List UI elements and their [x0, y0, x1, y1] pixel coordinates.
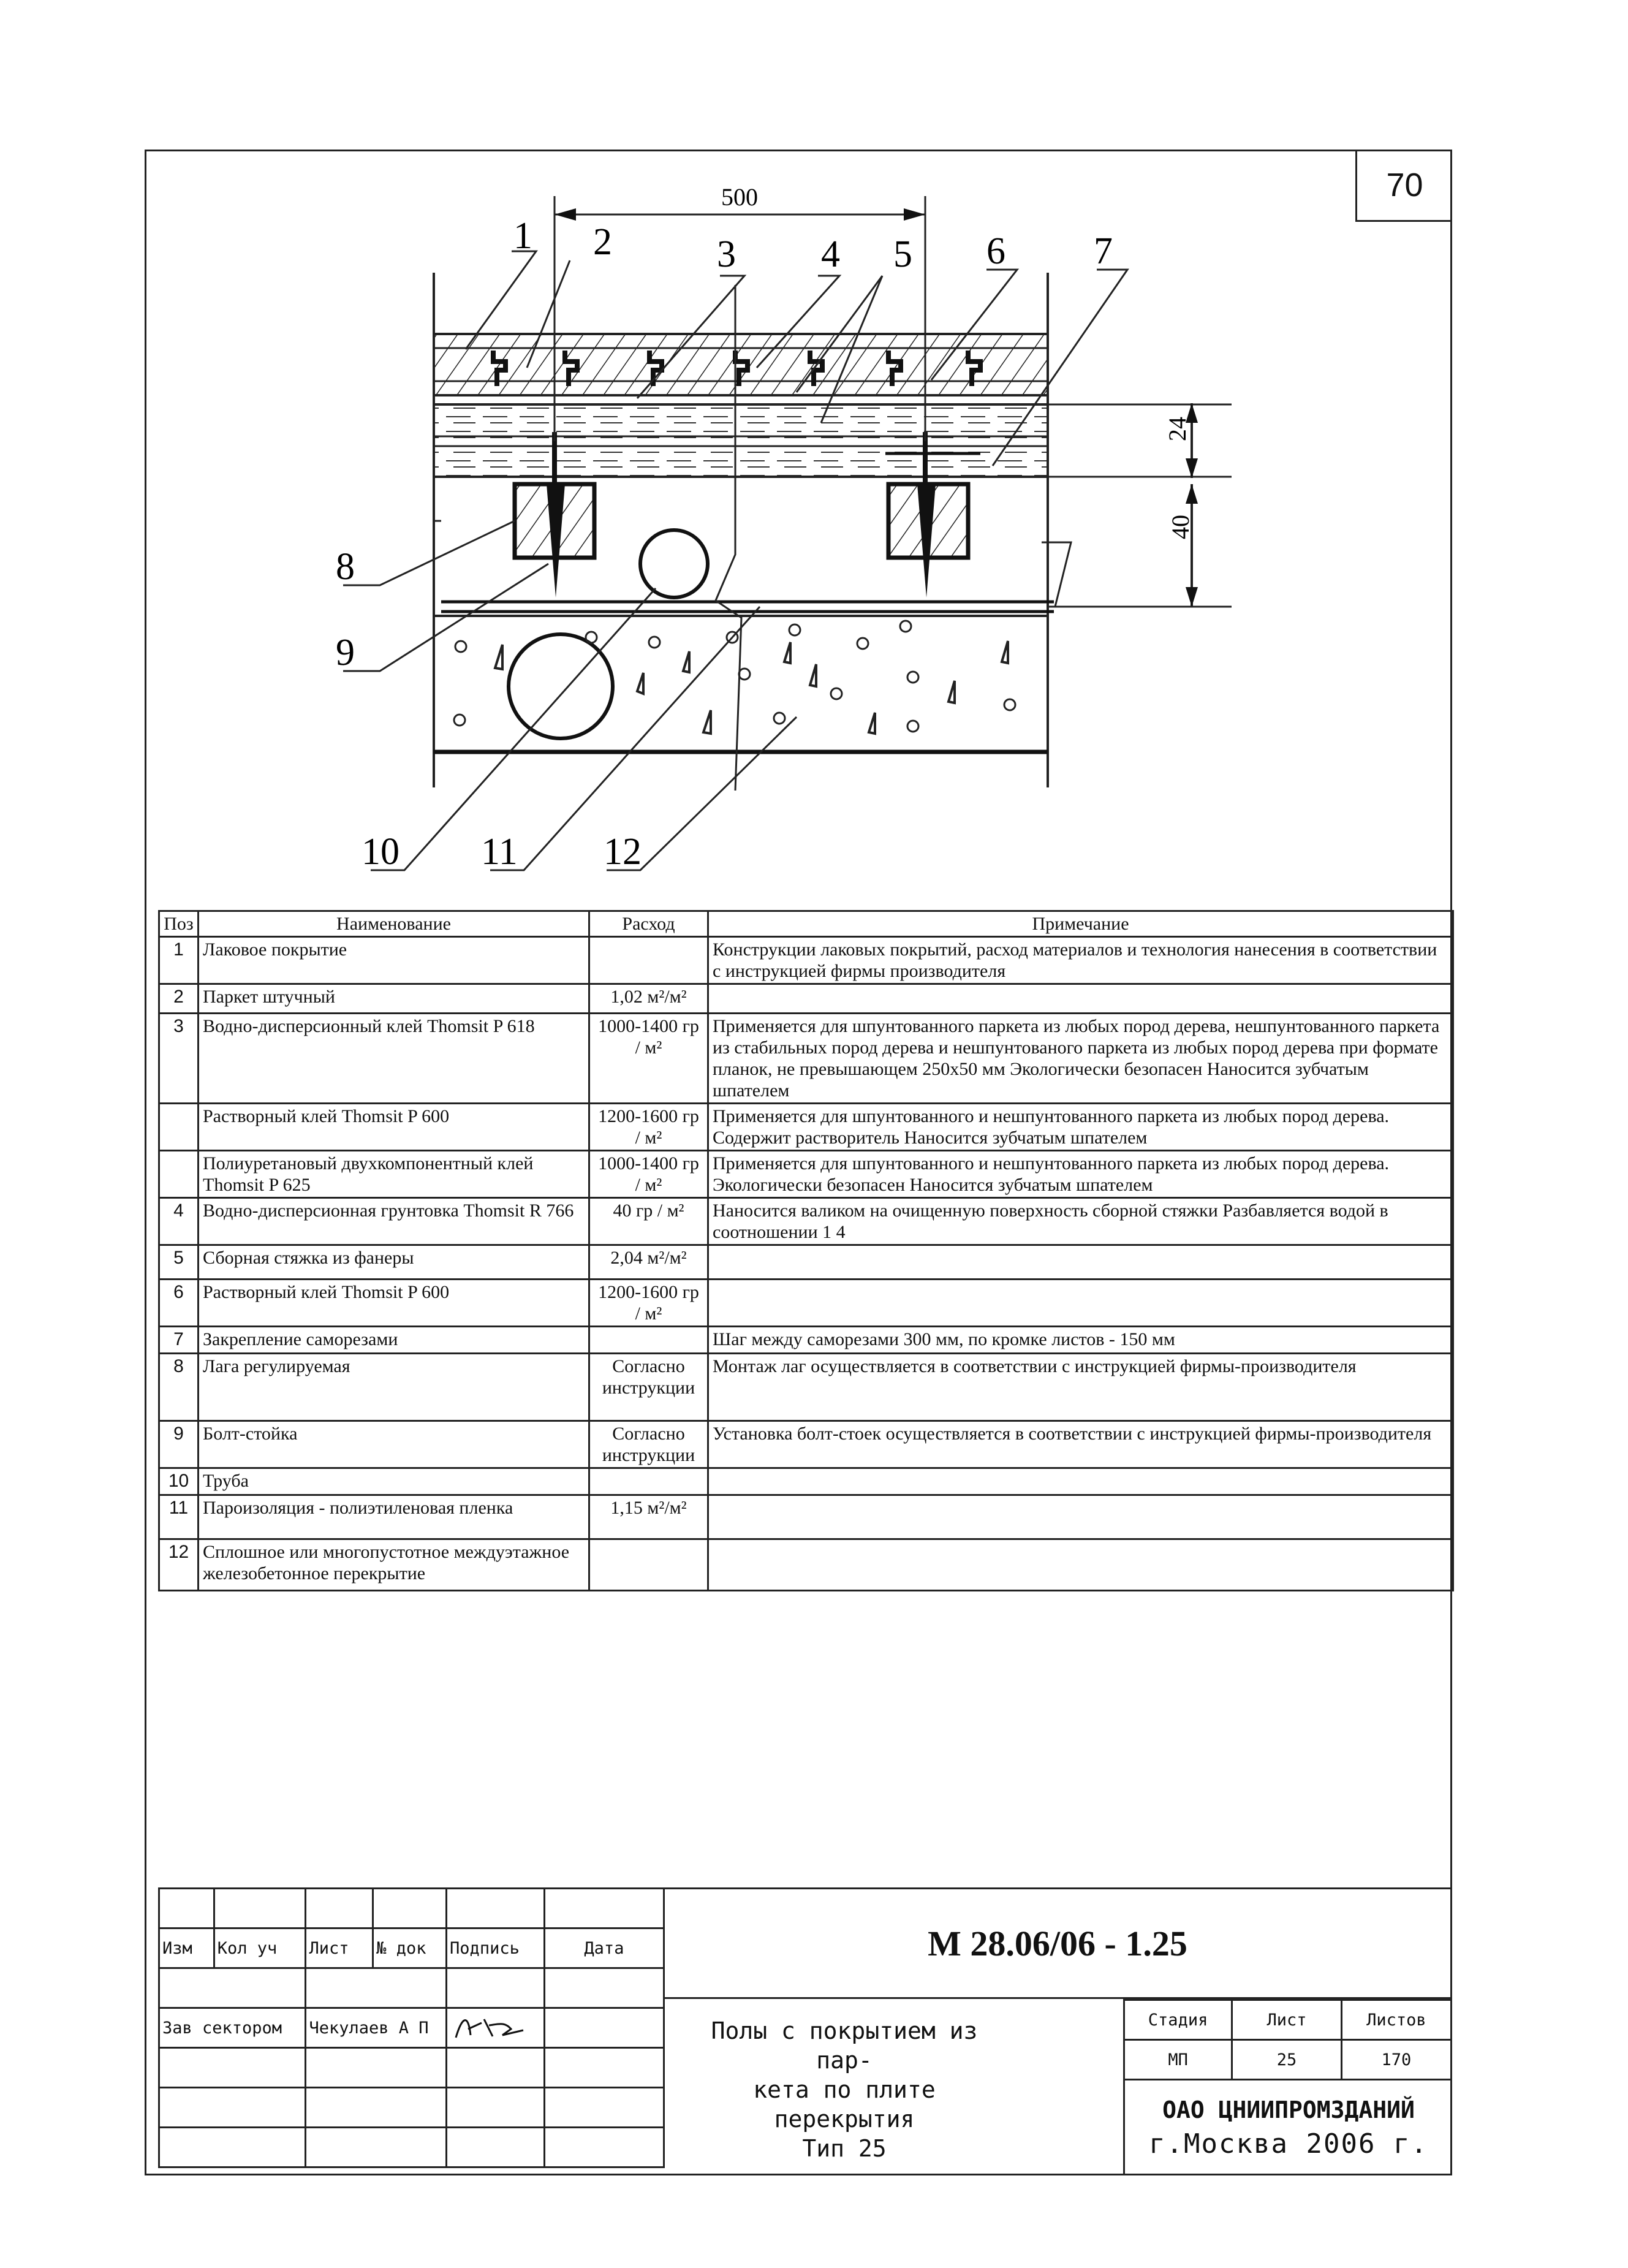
- row-name: Полиуретановый двухкомпонентный клей Thomsit P 625: [199, 1151, 589, 1198]
- row-rate: 1200-1600 гр / м²: [589, 1104, 708, 1151]
- row-name: Труба: [199, 1468, 589, 1495]
- col-data: Дата: [544, 1929, 664, 1968]
- row-note: Применяется для шпунтованного и нешпунтованного паркета из любых пород дерева. Экологически безопасен Наносится зубчатым шпателем: [708, 1151, 1453, 1198]
- row-name: Растворный клей Thomsit P 600: [199, 1104, 589, 1151]
- row-name: Лага регулируемая: [199, 1354, 589, 1421]
- row-note: Шаг между саморезами 300 мм, по кромке листов - 150 мм: [708, 1327, 1453, 1354]
- table-row: [159, 1327, 1453, 1354]
- callout-11: 11: [481, 831, 518, 873]
- sheets-label: Листов: [1341, 2000, 1451, 2040]
- row-name: Растворный клей Thomsit P 600: [199, 1280, 589, 1327]
- row-note: Применяется для шпунтованного паркета из любых пород дерева, нешпунтованного паркета из стабильных пород дерева и нешпунтованого паркета из любых пород дерева при формате планок, не превышающем 250х50 мм Экологически безопасен Наносится зубчатым шпателем: [708, 1014, 1453, 1104]
- document-code: М 28.06/06 - 1.25: [928, 1923, 1187, 1963]
- header-rate: Расход: [589, 911, 708, 937]
- col-list: Лист: [306, 1929, 373, 1968]
- row-rate: Согласно инструкции: [589, 1421, 708, 1468]
- row-pos: [159, 1151, 199, 1198]
- table-row: [159, 984, 1453, 1014]
- table-row: [159, 1151, 1453, 1198]
- row-rate: 1,15 м²/м²: [589, 1495, 708, 1539]
- organization: [1125, 2093, 1452, 2161]
- row-name: Пароизоляция - полиэтиленовая пленка: [199, 1495, 589, 1539]
- table-row: [159, 1014, 1453, 1104]
- table-row: [159, 1104, 1453, 1151]
- table-row: [159, 1245, 1453, 1280]
- stage-grid: [1123, 1999, 1452, 2080]
- stage-label: Стадия: [1124, 2000, 1232, 2040]
- row-name: Болт-стойка: [199, 1421, 589, 1468]
- callout-4: 4: [821, 233, 840, 275]
- row-pos: 1: [159, 937, 199, 984]
- callout-8: 8: [336, 546, 355, 588]
- table-row: [159, 1421, 1453, 1468]
- table-row: [159, 1280, 1453, 1327]
- row-note: [708, 984, 1453, 1014]
- org-name: ОАО ЦНИИПРОМЗДАНИЙ: [1162, 2096, 1415, 2123]
- signature-grid: [158, 1887, 665, 2168]
- sheet-corner-number: 70: [1355, 150, 1452, 222]
- row-rate: 2,04 м²/м²: [589, 1245, 708, 1280]
- row-rate: [589, 1539, 708, 1591]
- sheet-label: Лист: [1232, 2000, 1342, 2040]
- dimension-width: 500: [721, 183, 758, 211]
- header-note: Примечание: [708, 911, 1453, 937]
- table-row: [159, 937, 1453, 984]
- sheet-value: 25: [1232, 2040, 1342, 2080]
- callout-2: 2: [593, 221, 612, 263]
- row-rate: [589, 1468, 708, 1495]
- row-pos: 5: [159, 1245, 199, 1280]
- row-rate: 40 гр / м²: [589, 1198, 708, 1245]
- row-pos: [159, 1104, 199, 1151]
- org-city-year: г.Москва 2006 г.: [1149, 2128, 1428, 2160]
- stage-value: МП: [1124, 2040, 1232, 2080]
- col-ndok: № док: [373, 1929, 447, 1968]
- callout-5: 5: [893, 233, 912, 275]
- row-pos: 8: [159, 1354, 199, 1421]
- row-rate: [589, 1327, 708, 1354]
- row-note: [708, 1495, 1453, 1539]
- row-note: Наносится валиком на очищенную поверхность сборной стяжки Разбавляется водой в соотношении 1 4: [708, 1198, 1453, 1245]
- drawing-title: [679, 2016, 1010, 2163]
- title-line-2: кета по плите перекрытия: [753, 2076, 936, 2133]
- row-pos: 10: [159, 1468, 199, 1495]
- floor-section-drawing: [0, 0, 1628, 907]
- row-rate: 1000-1400 гр / м²: [589, 1014, 708, 1104]
- row-pos: 6: [159, 1280, 199, 1327]
- role-cell: Зав сектором: [159, 2008, 306, 2048]
- header-pos: Поз: [159, 911, 199, 937]
- row-pos: 3: [159, 1014, 199, 1104]
- row-note: [708, 1539, 1453, 1591]
- title-line-1: Полы с покрытием из пар-: [711, 2017, 978, 2074]
- row-pos: 11: [159, 1495, 199, 1539]
- person-cell: Чекулаев А П: [306, 2008, 447, 2048]
- row-note: [708, 1468, 1453, 1495]
- callout-3: 3: [717, 233, 736, 275]
- row-note: [708, 1245, 1453, 1280]
- callout-12: 12: [604, 831, 642, 873]
- row-name: Водно-дисперсионная грунтовка Thomsit R 766: [199, 1198, 589, 1245]
- col-izm: Изм: [159, 1929, 214, 1968]
- row-rate: 1000-1400 гр / м²: [589, 1151, 708, 1198]
- sheets-value: 170: [1341, 2040, 1451, 2080]
- row-rate: [589, 937, 708, 984]
- table-row: [159, 1468, 1453, 1495]
- dimension-24: 24: [1164, 417, 1191, 441]
- row-name: Лаковое покрытие: [199, 937, 589, 984]
- callout-6: 6: [986, 230, 1005, 272]
- table-header-row: [159, 911, 1453, 937]
- callout-7: 7: [1094, 230, 1113, 272]
- dimension-40: 40: [1167, 515, 1194, 539]
- table-row: [159, 1539, 1453, 1591]
- row-note: Установка болт-стоек осуществляется в соответствии с инструкцией фирмы-производителя: [708, 1421, 1453, 1468]
- table-row: [159, 1198, 1453, 1245]
- row-pos: 4: [159, 1198, 199, 1245]
- col-kol: Кол уч: [214, 1929, 306, 1968]
- row-note: Применяется для шпунтованного и нешпунтованного паркета из любых пород дерева. Содержит растворитель Наносится зубчатым шпателем: [708, 1104, 1453, 1151]
- header-name: Наименование: [199, 911, 589, 937]
- row-pos: 7: [159, 1327, 199, 1354]
- row-name: Водно-дисперсионный клей Thomsit P 618: [199, 1014, 589, 1104]
- row-note: [708, 1280, 1453, 1327]
- row-name: Паркет штучный: [199, 984, 589, 1014]
- row-name: Сборная стяжка из фанеры: [199, 1245, 589, 1280]
- signature: [447, 2008, 545, 2048]
- row-note: Монтаж лаг осуществляется в соответствии с инструкцией фирмы-производителя: [708, 1354, 1453, 1421]
- row-note: Конструкции лаковых покрытий, расход материалов и технология нанесения в соответствии с инструкцией фирмы производителя: [708, 937, 1453, 984]
- row-rate: Согласно инструкции: [589, 1354, 708, 1421]
- callout-1: 1: [513, 215, 532, 257]
- row-name: Закрепление саморезами: [199, 1327, 589, 1354]
- callout-10: 10: [362, 831, 399, 873]
- table-row: [159, 1495, 1453, 1539]
- specification-table: [158, 910, 1454, 1591]
- table-row: [159, 1354, 1453, 1421]
- title-block: [158, 1887, 1452, 2175]
- row-pos: 9: [159, 1421, 199, 1468]
- row-pos: 2: [159, 984, 199, 1014]
- row-pos: 12: [159, 1539, 199, 1591]
- title-line-3: Тип 25: [802, 2135, 887, 2162]
- row-name: Сплошное или многопустотное междуэтажное железобетонное перекрытие: [199, 1539, 589, 1591]
- row-rate: 1,02 м²/м²: [589, 984, 708, 1014]
- row-rate: 1200-1600 гр / м²: [589, 1280, 708, 1327]
- callout-9: 9: [336, 632, 355, 673]
- specification-rows: [159, 937, 1453, 1591]
- col-podpis: Подпись: [447, 1929, 545, 1968]
